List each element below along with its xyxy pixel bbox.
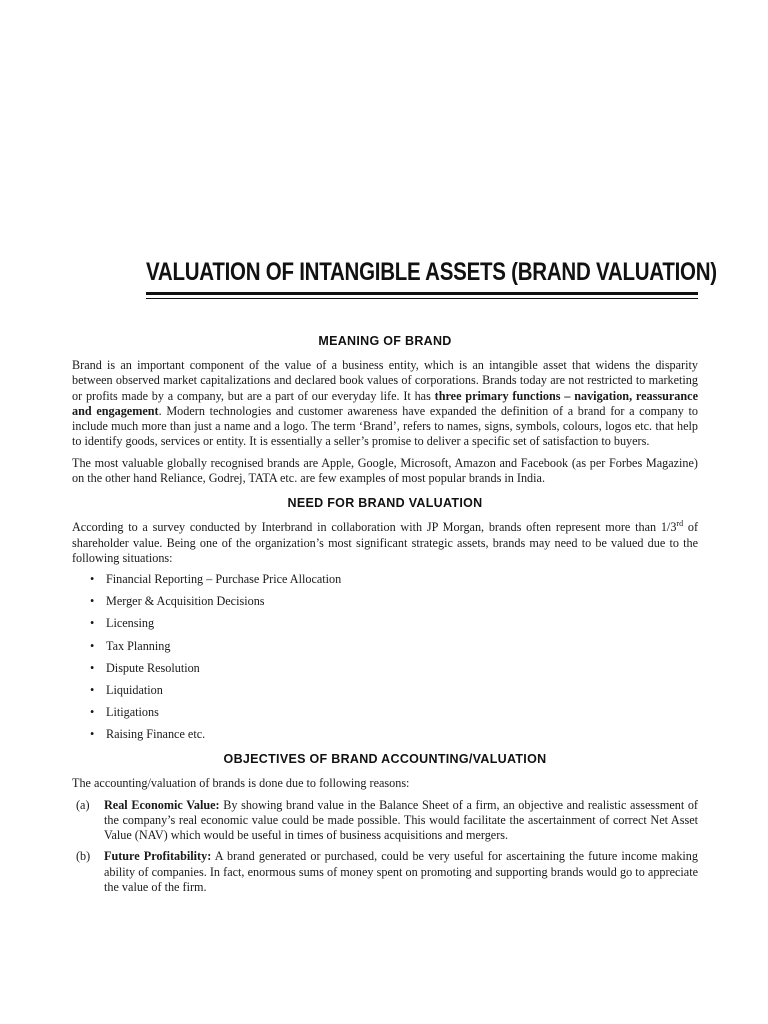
title-underline-thin <box>146 298 698 299</box>
list-item: • Merger & Acquisition Decisions <box>90 594 698 609</box>
meaning-paragraph-1 <box>72 358 698 450</box>
list-item: • Dispute Resolution <box>90 661 698 676</box>
meaning-p1-start: Brand is an important component of the value of a business entity, which is an intangible asset that widens the disparity between observed market capitalizations and declared book values of corporations. Brands today are not restricted to marketing or profits made by a company, but are a part of our everyday life. It has <box>72 358 698 403</box>
section-heading-need: NEED FOR BRAND VALUATION <box>287 496 483 511</box>
section-heading-meaning: MEANING OF BRAND <box>318 334 452 348</box>
need-intro-end: of shareholder value. Being one of the organization’s most significant strategic assets, brands may need to be valued due to the following situations: <box>72 520 699 565</box>
need-situations-list <box>72 572 698 742</box>
objective-text <box>104 849 698 895</box>
title-underline-thick <box>146 292 698 295</box>
list-item: • Raising Finance etc. <box>90 727 698 742</box>
meaning-p1-end: . Modern technologies and customer awareness have expanded the definition of a brand for a company to include much more than just a name and a logo. The term ‘Brand’, refers to names, signs, symbols, colours, logos etc. that help to identify goods, services or entity. It is essentially a seller’s promise to deliver a specific set of satisfaction to buyers. <box>72 403 698 449</box>
need-intro-superscript: rd <box>676 519 684 529</box>
meaning-paragraph-2: The most valuable globally recognised brands are Apple, Google, Microsoft, Amazon and Facebook (as per Forbes Magazine) on the other hand Reliance, Godrej, TATA etc. are few examples of most popular brands in India. <box>72 455 698 486</box>
list-item: • Tax Planning <box>90 639 698 654</box>
objective-body: By showing brand value in the Balance Sheet of a firm, an objective and realistic assessment of the company’s real economic value could be made possible. This would facilitate the ascertainment of correct Net Asset Value (NAV) which would be useful in times of business acquisitions and mergers. <box>104 797 698 843</box>
list-item: • Financial Reporting – Purchase Price Allocation <box>90 572 698 587</box>
objective-title: Real Economic Value: <box>104 797 220 812</box>
objective-title: Future Profitability: <box>104 849 212 864</box>
list-item: • Liquidation <box>90 683 698 698</box>
objective-text <box>104 798 698 844</box>
objective-body: A brand generated or purchased, could be very useful for ascertaining the future income making ability of companies. In fact, enormous sums of money spent on promoting and supporting brands would go to appreciate the value of the firm. <box>104 849 698 894</box>
section-heading-objectives: OBJECTIVES OF BRAND ACCOUNTING/VALUATION <box>223 752 547 767</box>
meaning-p1-bold: three primary functions – navigation, reassurance and engagement <box>72 388 698 418</box>
page-body <box>72 334 698 901</box>
objectives-intro: The accounting/valuation of brands is done due to following reasons: <box>72 776 410 791</box>
list-item: • Litigations <box>90 705 698 720</box>
objective-item <box>72 849 698 895</box>
objective-label: (b) <box>76 849 91 864</box>
list-item: • Licensing <box>90 616 698 631</box>
objective-item <box>72 798 698 844</box>
objective-label: (a) <box>76 797 90 812</box>
chapter-title: VALUATION OF INTANGIBLE ASSETS (BRAND VALUATION) <box>146 258 717 286</box>
need-intro-start: According to a survey conducted by Interbrand in collaboration with JP Morgan, brands often represent more than 1/3 <box>72 520 677 535</box>
need-intro-paragraph <box>72 520 698 566</box>
